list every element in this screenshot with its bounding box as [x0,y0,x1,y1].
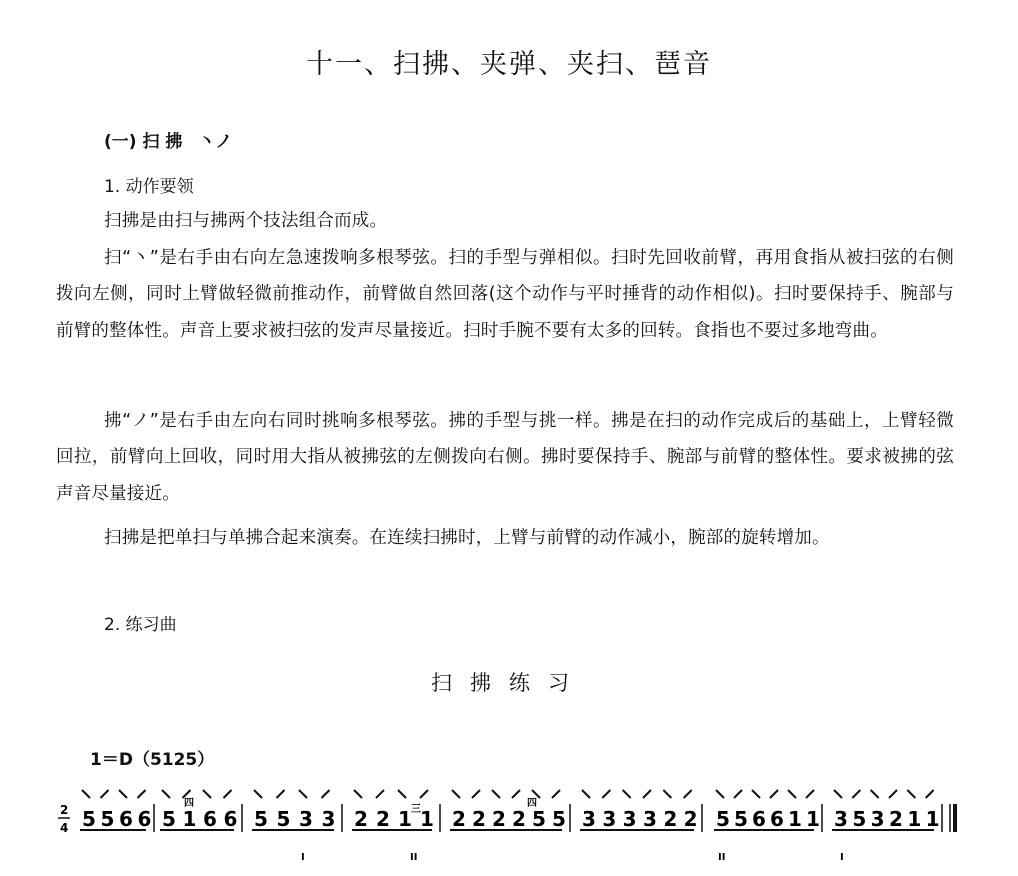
note-5-1: 2 [452,807,466,831]
pluck-mark [101,790,109,798]
note-1-3: 6 [119,807,133,831]
sweep-mark [492,790,500,798]
note-8-1: 3 [834,807,848,831]
note-7-4: 6 [770,807,784,831]
annotation-2: 三 [411,804,421,815]
note-6-6: 2 [683,807,698,831]
section-heading [104,127,232,152]
note-4-2: 2 [376,807,390,831]
note-1-1: 5 [82,807,96,831]
note-1-4: 6 [137,807,152,831]
note-8-5: 1 [907,807,922,831]
note-7-2: 5 [734,807,748,831]
score-line [0,760,1018,876]
subheading-etude: 2. 练习曲 [104,615,177,635]
note-6-2: 3 [602,807,617,831]
note-3-1: 5 [254,807,268,831]
annotation-1: 四 [184,798,194,809]
note-5-2: 2 [472,807,486,831]
sweep-mark [354,790,362,798]
pluck-mark [734,790,742,798]
pluck-mark [138,790,146,798]
note-2-4: 6 [223,807,238,831]
pluck-mark [852,790,860,798]
pluck-mark [183,790,191,798]
note-7-6: 1 [806,807,820,831]
sweep-mark [162,790,170,798]
pluck-mark [512,790,520,798]
sweep-mark [452,790,460,798]
sweep-mark [299,790,307,798]
key-signature: 1＝D（5125） [90,750,215,770]
note-8-4: 2 [889,807,903,831]
sweep-mark [119,790,127,798]
annotation-5: II [410,852,418,863]
pluck-mark [420,790,428,798]
note-8-6: 1 [925,807,940,831]
pluck-mark [926,790,934,798]
note-1-2: 5 [100,807,115,831]
pluck-mark [224,790,232,798]
note-2-1: 5 [162,807,176,831]
page-title: 十一、扫拂、夹弹、夹扫、琶音 [306,49,712,80]
note-2-3: 6 [203,807,217,831]
sweep-marks: 丶ノ [198,132,233,152]
note-6-5: 2 [663,807,678,831]
pluck-mark [684,790,692,798]
pluck-mark [889,790,897,798]
note-6-4: 3 [643,807,657,831]
paragraph-combined: 扫拂是把单扫与单拂合起来演奏。在连续扫拂时，上臂与前臂的动作减小，腕部的旋转增加。 [104,528,830,548]
pluck-mark [643,790,651,798]
subheading-technique: 1. 动作要领 [104,177,194,197]
note-3-3: 3 [299,807,313,831]
note-4-4: 1 [420,807,434,831]
note-7-3: 6 [752,807,766,831]
sweep-mark [716,790,724,798]
pluck-mark [322,790,330,798]
note-5-5: 5 [532,807,546,831]
time-signature-bottom: 4 [60,821,69,835]
exercise-title: 扫拂练习 [431,671,587,695]
sweep-mark [788,790,796,798]
note-4-1: 2 [354,807,368,831]
paragraph-fu: 拂“ノ”是右手由左向右同时挑响多根琴弦。拂的手型与挑一样。拂是在扫的动作完成后的基础上，上臂轻微回拉，前臂向上回收，同时用大指从被拂弦的左侧拨向右侧。拂时要保持手、腕部与前臂的整体性。要求被拂的弦声音尽量接近。 [56,411,954,504]
pluck-mark [602,790,610,798]
paragraph-sao: 扫“丶”是右手由右向左急速拨响多根琴弦。扫的手型与弹相似。扫时先回收前臂，再用食指从被扫弦的右侧拨向左侧，同时上臂做轻微前推动作，前臂做自然回落(这个动作与平时捶背的动作相似)。扫时要保持手、腕部与前臂的整体性。声音上要求被扫弦的发声尽量接近。扫时手腕不要有太多的回转。食指也不要过多地弯曲。 [56,248,954,341]
paragraph-intro: 扫拂是由扫与拂两个技法组合而成。 [104,211,388,231]
note-6-1: 3 [582,807,596,831]
note-3-4: 3 [321,807,336,831]
sweep-mark [871,790,879,798]
note-6-3: 3 [622,807,637,831]
pluck-mark [552,790,560,798]
pluck-mark [472,790,480,798]
pluck-mark [806,790,814,798]
note-7-1: 5 [716,807,730,831]
annotation-4: I [301,852,305,863]
sweep-mark [623,790,631,798]
sweep-mark [398,790,406,798]
annotation-3: 四 [527,798,537,809]
sweep-mark [532,790,540,798]
sweep-mark [203,790,211,798]
note-2-2: 1 [182,807,197,831]
pluck-mark [277,790,285,798]
sweep-mark [82,790,90,798]
annotation-7: I [840,852,844,863]
section-label: (一) 扫 拂 [104,132,183,152]
sweep-mark [582,790,590,798]
sweep-mark [834,790,842,798]
note-3-2: 5 [276,807,291,831]
note-7-5: 1 [788,807,802,831]
note-5-6: 5 [552,807,566,831]
note-4-3: 1 [398,807,412,831]
sweep-mark [907,790,915,798]
time-signature-top: 2 [60,803,69,817]
pluck-mark [770,790,778,798]
note-5-4: 2 [512,807,526,831]
annotation-6: II [718,852,726,863]
sweep-mark [752,790,760,798]
note-8-3: 3 [870,807,885,831]
note-8-2: 5 [852,807,867,831]
note-5-3: 2 [492,807,506,831]
pluck-mark [376,790,384,798]
sweep-mark [663,790,671,798]
sweep-mark [254,790,262,798]
